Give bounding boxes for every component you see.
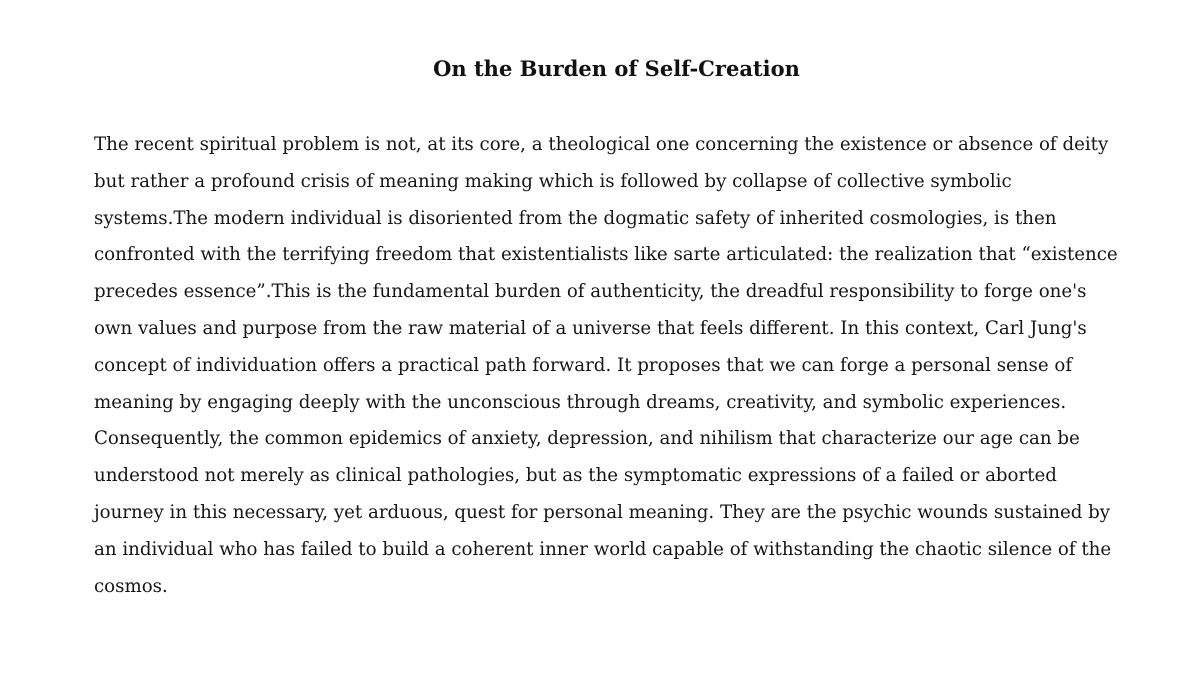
body-line: journey in this necessary, yet arduous, quest for personal meaning. They are the psychic wounds sustained by [94,501,1111,523]
body-line: own values and purpose from the raw material of a universe that feels different. In this context, Carl Jung's [94,317,1087,339]
body-line: understood not merely as clinical pathologies, but as the symptomatic expressions of a failed or aborted [94,465,1057,487]
body-line: meaning by engaging deeply with the unconscious through dreams, creativity, and symbolic experiences. [94,391,1067,413]
body-line: precedes essence”.This is the fundamental burden of authenticity, the dreadful responsibility to forge one's [94,281,1087,303]
body-line: systems.The modern individual is disoriented from the dogmatic safety of inherited cosmologies, is then [94,207,1057,229]
body-line: an individual who has failed to build a coherent inner world capable of withstanding the chaotic silence of the [94,538,1112,560]
body-line: cosmos. [94,575,168,597]
document-title: On the Burden of Self-Creation [433,56,800,81]
body-line: but rather a profound crisis of meaning making which is followed by collapse of collective symbolic [94,170,1012,192]
body-line: Consequently, the common epidemics of anxiety, depression, and nihilism that characterize our age can be [94,428,1080,450]
body-line: concept of individuation offers a practical path forward. It proposes that we can forge a personal sense of [94,354,1073,376]
body-line: confronted with the terrifying freedom that existentialists like sarte articulated: the realization that “existence [94,244,1118,266]
document-body [94,127,1139,605]
body-line: The recent spiritual problem is not, at its core, a theological one concerning the existence or absence of deity [94,134,1109,155]
